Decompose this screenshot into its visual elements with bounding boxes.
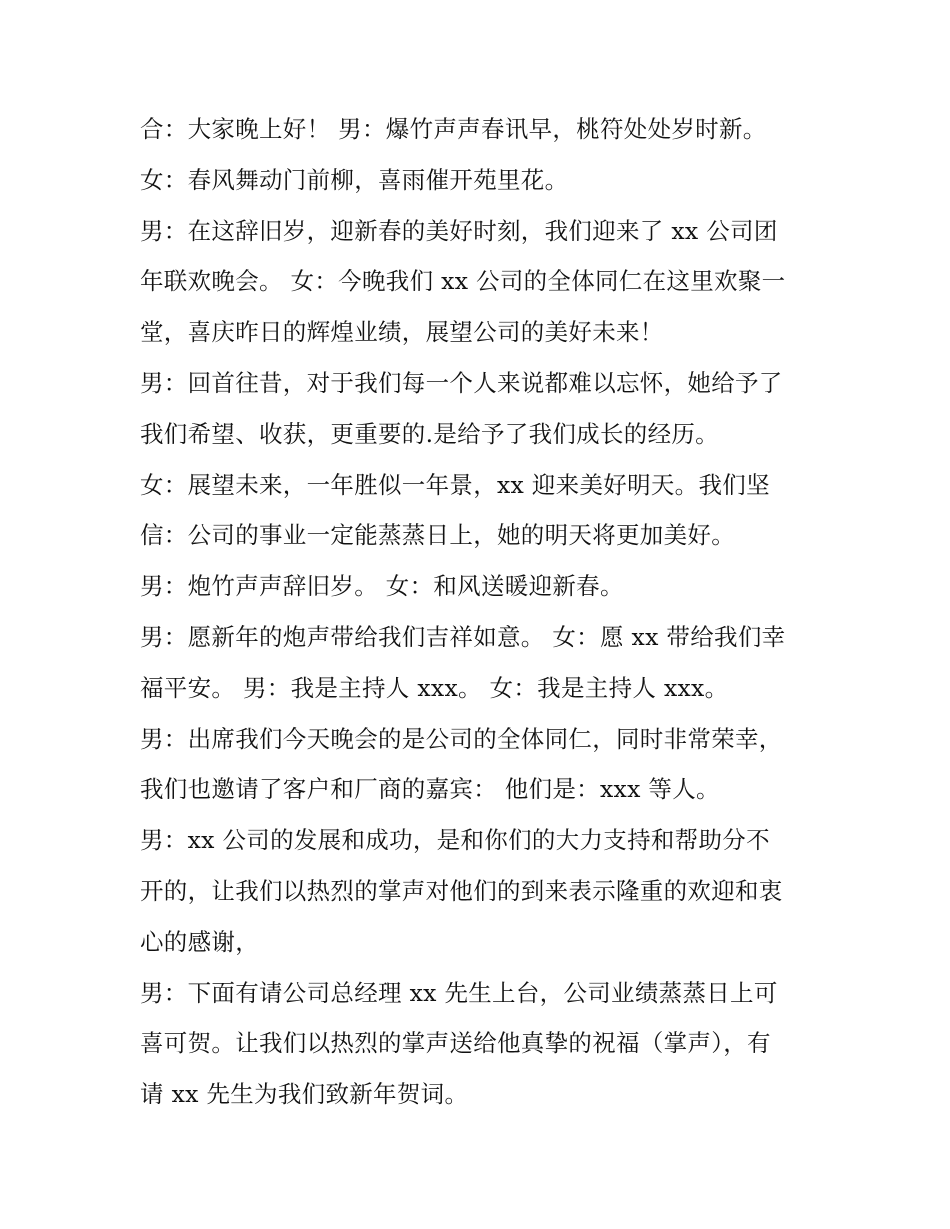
text-line: 年联欢晚会。 女：今晚我们 xx 公司的全体同仁在这里欢聚一 bbox=[140, 267, 786, 296]
text-line: 男：回首往昔，对于我们每一个人来说都难以忘怀，她给予了 bbox=[140, 368, 783, 397]
document-body bbox=[140, 104, 830, 1120]
text-line: 堂，喜庆昨日的辉煌业绩，展望公司的美好未来！ bbox=[140, 318, 664, 347]
text-line: 女：展望未来，一年胜似一年景，xx 迎来美好明天。我们坚 bbox=[140, 470, 770, 499]
text-line: 我们也邀请了客户和厂商的嘉宾： 他们是：xxx 等人。 bbox=[140, 775, 720, 804]
text-line: 男：炮竹声声辞旧岁。 女：和风送暖迎新春。 bbox=[140, 572, 624, 601]
text-line: 福平安。 男：我是主持人 xxx。 女：我是主持人 xxx。 bbox=[140, 673, 729, 702]
text-line: 男：下面有请公司总经理 xx 先生上台，公司业绩蒸蒸日上可 bbox=[140, 978, 778, 1007]
text-line: 男：愿新年的炮声带给我们吉祥如意。 女：愿 xx 带给我们幸 bbox=[140, 622, 786, 651]
text-line: 男：xx 公司的发展和成功，是和你们的大力支持和帮助分不 bbox=[140, 826, 770, 855]
text-line: 心的感谢， bbox=[140, 927, 259, 956]
text-line: 女：春风舞动门前柳，喜雨催开苑里花。 bbox=[140, 165, 569, 194]
text-line: 男：出席我们今天晚会的是公司的全体同仁，同时非常荣幸， bbox=[140, 724, 783, 753]
text-line: 开的，让我们以热烈的掌声对他们的到来表示隆重的欢迎和衷 bbox=[140, 876, 783, 905]
text-line: 喜可贺。让我们以热烈的掌声送给他真挚的祝福（掌声），有 bbox=[140, 1029, 771, 1058]
text-line: 信：公司的事业一定能蒸蒸日上，她的明天将更加美好。 bbox=[140, 521, 735, 550]
text-line: 请 xx 先生为我们致新年贺词。 bbox=[140, 1080, 469, 1109]
text-line: 男：在这辞旧岁，迎新春的美好时刻，我们迎来了 xx 公司团 bbox=[140, 216, 778, 245]
text-line: 合：大家晚上好！ 男：爆竹声声春讯早，桃符处处岁时新。 bbox=[140, 115, 767, 143]
text-line: 我们希望、收获，更重要的.是给予了我们成长的经历。 bbox=[140, 419, 719, 448]
